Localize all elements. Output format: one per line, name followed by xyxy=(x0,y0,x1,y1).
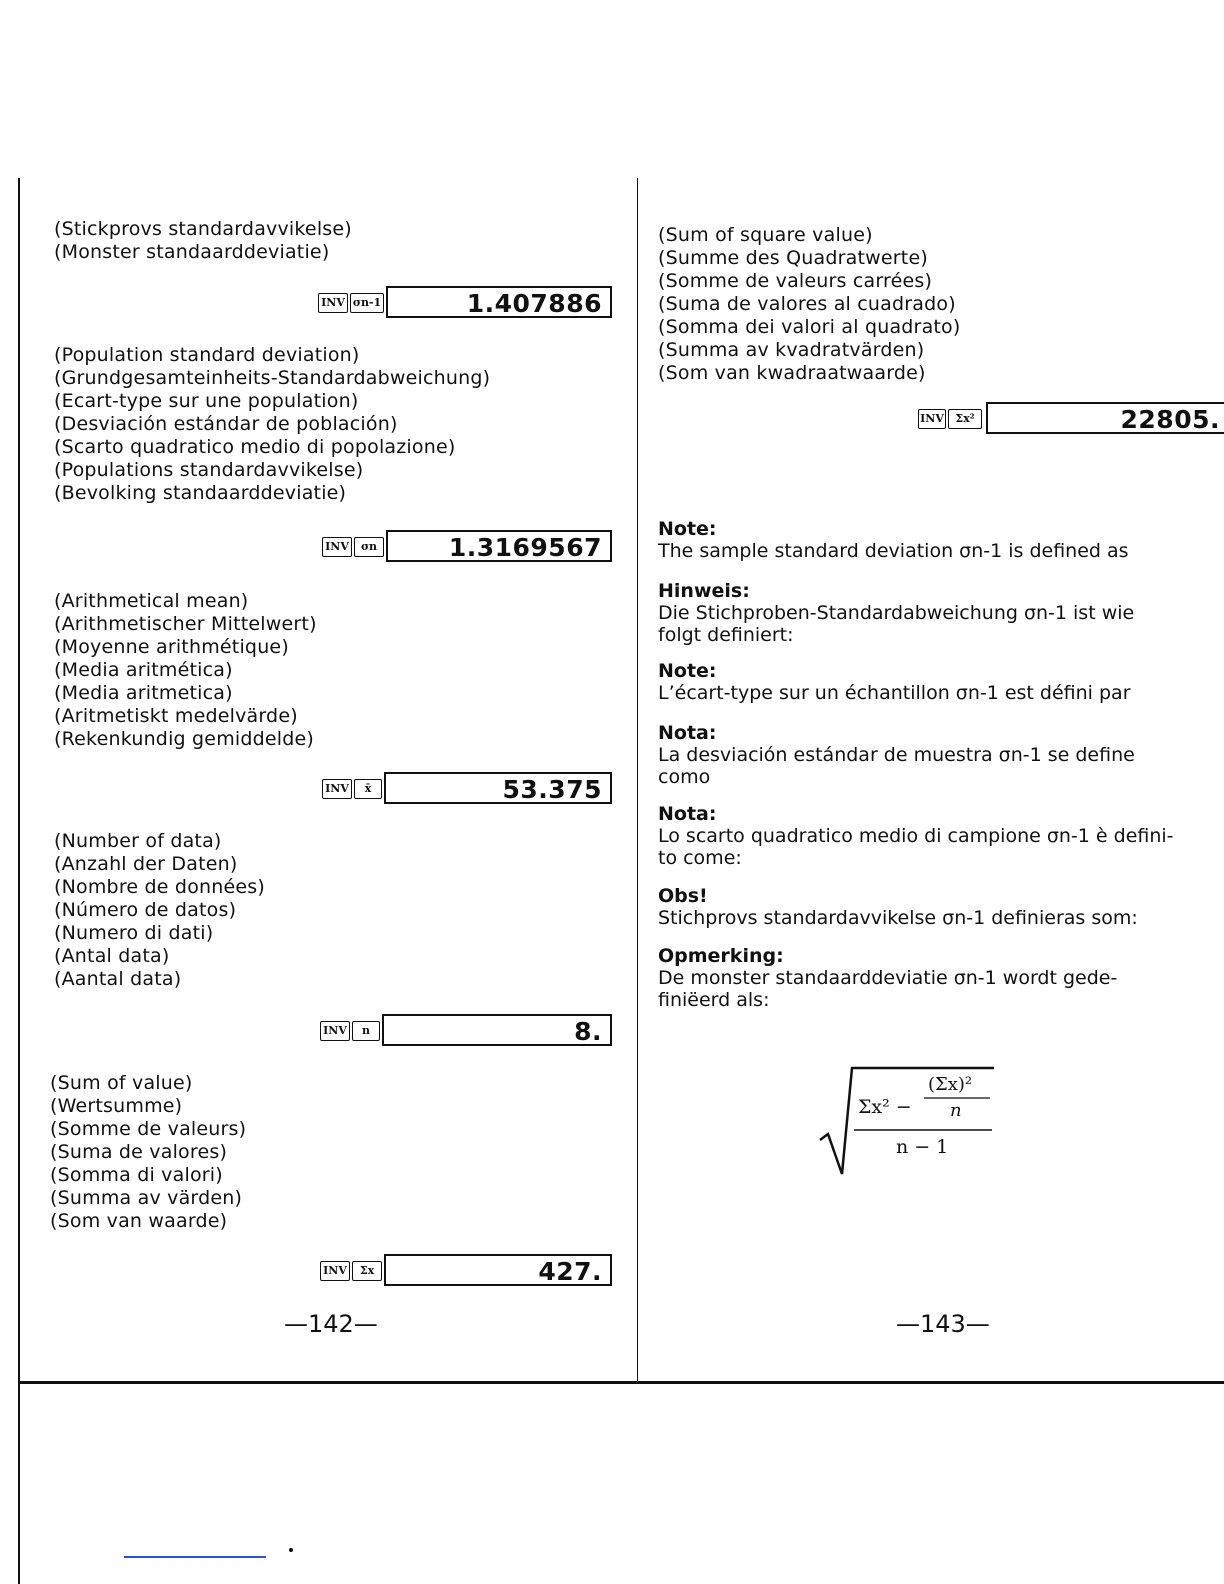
label-group-sum xyxy=(50,1072,246,1233)
stddev-formula xyxy=(818,1062,998,1182)
sigma-n-1-key[interactable]: σn-1 xyxy=(350,293,384,313)
inv-key[interactable]: INV xyxy=(318,293,348,313)
note-heading: Note: xyxy=(658,660,717,682)
note-line: De monster standaarddeviatie σn-1 wordt gede- xyxy=(658,967,1118,989)
note-line: La desviación estándar de muestra σn-1 se define xyxy=(658,744,1135,766)
note-heading: Nota: xyxy=(658,722,717,744)
label-line: (Sum of value) xyxy=(50,1072,193,1094)
label-line: (Somma di valori) xyxy=(50,1164,223,1186)
left-margin-line xyxy=(18,178,20,1584)
keyrow-sample-stddev xyxy=(318,286,618,318)
label-line: (Population standard deviation) xyxy=(54,344,360,366)
label-line: (Número de datos) xyxy=(54,899,237,921)
label-line: (Number of data) xyxy=(54,830,222,852)
label-line: (Somme de valeurs) xyxy=(50,1118,247,1140)
formula-inner-n: n xyxy=(950,1100,962,1121)
label-line: (Nombre de données) xyxy=(54,876,265,898)
calculator-display: 22805. xyxy=(986,402,1224,434)
keyrow-count xyxy=(320,1014,618,1046)
label-group-mean xyxy=(54,590,317,751)
note-english xyxy=(658,518,1218,562)
label-group-sum-of-squares xyxy=(658,224,961,385)
note-dutch xyxy=(658,945,1218,1011)
keyrow-population-stddev xyxy=(322,530,618,562)
label-line: (Suma de valores al cuadrado) xyxy=(658,293,956,315)
keyrow-sum xyxy=(320,1254,618,1286)
inv-key[interactable]: INV xyxy=(322,779,352,799)
label-line: (Arithmetical mean) xyxy=(54,590,249,612)
label-line: (Arithmetischer Mittelwert) xyxy=(54,613,317,635)
label-line: (Monster standaarddeviatie) xyxy=(54,241,330,263)
label-line: (Som van waarde) xyxy=(50,1210,228,1232)
label-line: (Scarto quadratico medio di popolazione) xyxy=(54,436,456,458)
keyrow-sum-of-squares xyxy=(918,402,1224,434)
sigma-n-key[interactable]: σn xyxy=(354,537,384,557)
label-line: (Aritmetiskt medelvärde) xyxy=(54,705,298,727)
note-german xyxy=(658,580,1218,646)
label-group-sample-stddev xyxy=(54,218,352,264)
keyrow-mean xyxy=(322,772,618,804)
calculator-display: 8. xyxy=(382,1014,612,1046)
note-swedish xyxy=(658,885,1218,929)
note-line: L’écart-type sur un échantillon σn-1 est défini par xyxy=(658,682,1131,704)
label-line: (Som van kwadraatwaarde) xyxy=(658,362,926,384)
label-line: (Grundgesamteinheits-Standardabweichung) xyxy=(54,367,491,389)
formula-sum-x-squared: Σx² − xyxy=(858,1096,912,1118)
page-bottom-border xyxy=(18,1381,1224,1384)
label-line: (Bevolking standaarddeviatie) xyxy=(54,482,347,504)
note-line: Stichprovs standardavvikelse σn-1 definieras som: xyxy=(658,907,1138,929)
formula-sum-x-quantity-squared: (Σx)² xyxy=(928,1074,973,1095)
note-heading: Note: xyxy=(658,518,717,540)
calculator-display: 53.375 xyxy=(384,772,612,804)
n-key[interactable]: n xyxy=(352,1021,380,1041)
note-line: folgt definiert: xyxy=(658,624,794,646)
label-line: (Numero di dati) xyxy=(54,922,214,944)
note-heading: Nota: xyxy=(658,803,717,825)
label-line: (Populations standardavvikelse) xyxy=(54,459,364,481)
page-number-left: —142— xyxy=(284,1310,378,1338)
label-line: (Summe des Quadratwerte) xyxy=(658,247,928,269)
note-spanish xyxy=(658,722,1218,788)
page-number-right: —143— xyxy=(896,1310,990,1338)
label-group-population-stddev xyxy=(54,344,490,505)
note-french xyxy=(658,660,1218,704)
note-line: The sample standard deviation σn-1 is defined as xyxy=(658,540,1129,562)
blue-underline-mark xyxy=(124,1556,266,1558)
center-fold-line xyxy=(637,178,638,1382)
calculator-display: 1.3169567 xyxy=(386,530,612,562)
label-line: (Desviación estándar de población) xyxy=(54,413,398,435)
calculator-display: 427. xyxy=(384,1254,612,1286)
x-bar-key[interactable]: x̄ xyxy=(354,779,382,799)
label-line: (Anzahl der Daten) xyxy=(54,853,238,875)
label-line: (Summa av värden) xyxy=(50,1187,243,1209)
label-line: (Wertsumme) xyxy=(50,1095,183,1117)
label-line: (Moyenne arithmétique) xyxy=(54,636,289,658)
label-line: (Somma dei valori al quadrato) xyxy=(658,316,961,338)
sigma-x-key[interactable]: Σx xyxy=(352,1261,382,1281)
label-line: (Aantal data) xyxy=(54,968,182,990)
note-line: Die Stichproben-Standardabweichung σn-1 ist wie xyxy=(658,602,1135,624)
label-line: (Rekenkundig gemiddelde) xyxy=(54,728,315,750)
inv-key[interactable]: INV xyxy=(918,409,946,429)
label-line: (Summa av kvadratvärden) xyxy=(658,339,925,361)
inv-key[interactable]: INV xyxy=(322,537,352,557)
label-line: (Media aritmética) xyxy=(54,659,233,681)
formula-n-minus-one: n − 1 xyxy=(896,1136,949,1158)
label-line: (Ecart-type sur une population) xyxy=(54,390,359,412)
note-line: como xyxy=(658,766,711,788)
note-italian xyxy=(658,803,1218,869)
label-line: (Somme de valeurs carrées) xyxy=(658,270,933,292)
label-line: (Antal data) xyxy=(54,945,170,967)
note-heading: Obs! xyxy=(658,885,708,907)
note-heading: Hinweis: xyxy=(658,580,750,602)
note-line: Lo scarto quadratico medio di campione σn-1 è defini- xyxy=(658,825,1174,847)
ink-dot xyxy=(289,1548,293,1552)
label-line: (Media aritmetica) xyxy=(54,682,233,704)
sigma-x-squared-key[interactable]: Σx² xyxy=(948,409,982,429)
label-group-count xyxy=(54,830,265,991)
inv-key[interactable]: INV xyxy=(320,1261,350,1281)
note-line: to come: xyxy=(658,847,742,869)
label-line: (Suma de valores) xyxy=(50,1141,228,1163)
calculator-display: 1.407886 xyxy=(386,286,612,318)
inv-key[interactable]: INV xyxy=(320,1021,350,1041)
note-line: finiëerd als: xyxy=(658,989,770,1011)
label-line: (Sum of square value) xyxy=(658,224,873,246)
label-line: (Stickprovs standardavvikelse) xyxy=(54,218,352,240)
note-heading: Opmerking: xyxy=(658,945,784,967)
